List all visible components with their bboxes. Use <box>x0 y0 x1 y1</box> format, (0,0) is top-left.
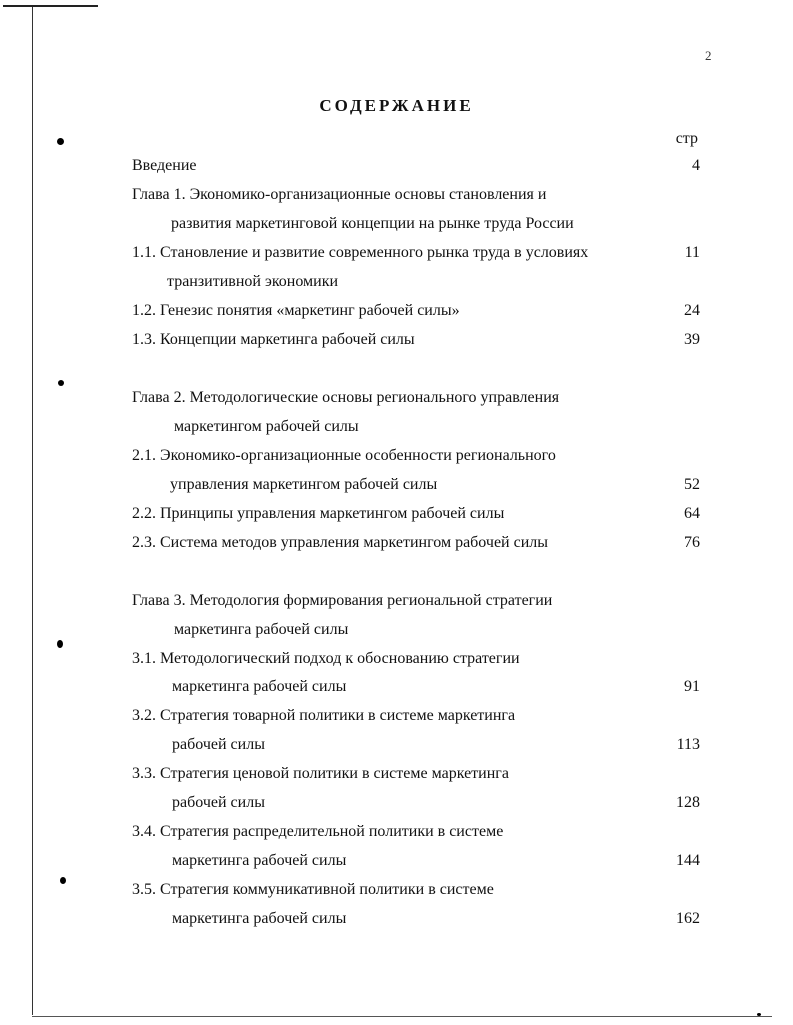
toc-entry-page: 144 <box>676 852 700 869</box>
toc-entry-page: 76 <box>684 534 700 551</box>
toc-entry <box>0 302 793 324</box>
toc-entry <box>0 823 793 845</box>
toc-entry-text: Глава 1. Экономико-организационные основы становления и <box>132 186 547 203</box>
toc-entry-page: 113 <box>676 736 700 753</box>
toc-entry-text: 3.1. Методологический подход к обоснованию стратегии <box>132 650 520 667</box>
toc-entry <box>0 447 793 469</box>
toc-entry-text: 1.2. Генезис понятия «маркетинг рабочей силы» <box>132 302 460 319</box>
toc-entry-text: маркетингом рабочей силы <box>174 418 359 435</box>
toc-entry-text: рабочей силы <box>172 794 265 811</box>
toc-entry-text: маркетинга рабочей силы <box>172 852 347 869</box>
toc-entry <box>0 418 793 440</box>
toc-entry-page: 39 <box>684 331 700 348</box>
punch-hole-mark <box>57 138 64 145</box>
toc-entry-text: развития маркетинговой концепции на рынке труда России <box>171 215 574 232</box>
toc-entry <box>0 476 793 498</box>
toc-entry <box>0 592 793 614</box>
toc-entry <box>0 650 793 672</box>
toc-entry <box>0 244 793 266</box>
toc-entry-text: 1.3. Концепции маркетинга рабочей силы <box>132 331 415 348</box>
toc-entry <box>0 852 793 874</box>
toc-entry <box>0 794 793 816</box>
toc-title: СОДЕРЖАНИЕ <box>319 96 474 115</box>
toc-entry <box>0 534 793 556</box>
toc-entry-text: 1.1. Становление и развитие современного рынка труда в условиях <box>132 244 589 261</box>
toc-entry <box>0 678 793 700</box>
toc-entry <box>0 505 793 527</box>
page-number: 2 <box>705 48 712 63</box>
scan-edge-top <box>3 5 98 7</box>
toc-entry <box>0 707 793 729</box>
toc-entry-page: 11 <box>684 244 700 261</box>
scan-edge-bottom <box>32 1016 772 1017</box>
toc-entry <box>0 215 793 237</box>
toc-entry-text: маркетинга рабочей силы <box>174 621 349 638</box>
toc-entry-text: маркетинга рабочей силы <box>172 910 347 927</box>
page-column-header: стр <box>675 130 698 147</box>
toc-entry <box>0 157 793 179</box>
scan-speck <box>757 1013 761 1016</box>
toc-entry-text: 3.3. Стратегия ценовой политики в системе маркетинга <box>132 765 509 782</box>
toc-entry-text: 3.4. Стратегия распределительной политики в системе <box>132 823 504 840</box>
toc-entry-text: 3.5. Стратегия коммуникативной политики в системе <box>132 881 494 898</box>
toc-entry-page: 52 <box>684 476 700 493</box>
toc-entry-text: 2.1. Экономико-организационные особенности регионального <box>132 447 556 464</box>
toc-entry <box>0 186 793 208</box>
punch-hole-mark <box>58 380 64 386</box>
toc-entry <box>0 910 793 932</box>
toc-entry-text: маркетинга рабочей силы <box>172 678 347 695</box>
toc-entry-text: Введение <box>132 157 197 174</box>
toc-entry <box>0 881 793 903</box>
toc-entry <box>0 765 793 787</box>
toc-entry-page: 4 <box>692 157 700 174</box>
toc-entry-page: 91 <box>684 678 700 695</box>
toc-entry <box>0 273 793 295</box>
toc-entry-page: 24 <box>684 302 700 319</box>
toc-entry-page: 128 <box>676 794 700 811</box>
toc-entry-page: 162 <box>676 910 700 927</box>
toc-entry <box>0 331 793 353</box>
toc-entry-text: Глава 2. Методологические основы регионального управления <box>132 389 560 406</box>
toc-entry <box>0 736 793 758</box>
toc-entry-text: Глава 3. Методология формирования региональной стратегии <box>132 592 553 609</box>
toc-entry-text: 2.3. Система методов управления маркетингом рабочей силы <box>132 534 548 551</box>
toc-entry <box>0 389 793 411</box>
toc-entry-text: 3.2. Стратегия товарной политики в системе маркетинга <box>132 707 516 724</box>
toc-entry <box>0 621 793 643</box>
toc-entry-text: управления маркетингом рабочей силы <box>170 476 438 493</box>
toc-entry-text: рабочей силы <box>172 736 265 753</box>
toc-entry-text: транзитивной экономики <box>167 273 339 290</box>
toc-entry-page: 64 <box>684 505 700 522</box>
toc-entry-text: 2.2. Принципы управления маркетингом рабочей силы <box>132 505 505 522</box>
